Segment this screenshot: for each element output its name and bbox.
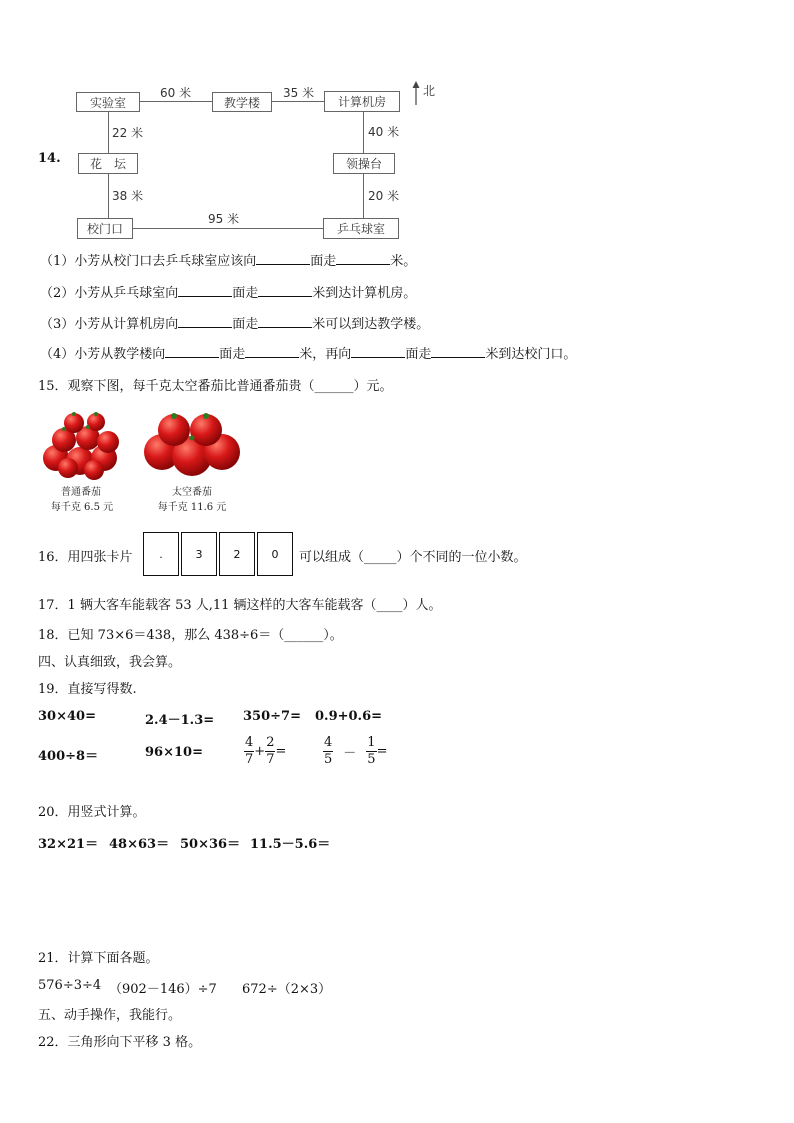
vertical-calc-item: 50×36＝ <box>180 837 241 852</box>
calc-item: 96×10= <box>145 745 203 760</box>
vertical-calc-item: 32×21＝ <box>38 837 99 852</box>
map-flower-bed: 花 坛 <box>78 153 138 174</box>
answer-blank[interactable] <box>245 345 299 358</box>
map-stage: 领操台 <box>333 153 395 174</box>
map-pingpong-room: 乒乓球室 <box>323 218 399 239</box>
space-tomato-image <box>140 408 244 478</box>
card-zero: 0 <box>257 532 293 576</box>
calc-item: 30×40= <box>38 709 96 724</box>
calc-item: 350÷7= <box>243 709 301 724</box>
question-16-suffix: 可以组成（_____）个不同的一位小数。 <box>299 550 527 565</box>
vertical-calc-item: 48×63＝ <box>109 837 170 852</box>
answer-blank[interactable] <box>178 284 232 297</box>
question-16-prefix: 16．用四张卡片 <box>38 550 133 565</box>
normal-tomato-image <box>40 408 122 480</box>
north-label: 北 <box>423 84 436 98</box>
fraction-difference: $\frac{4}{5}$ － $\frac{1}{5}$ = <box>324 735 388 767</box>
q14-sub2: （2）小芳从乒乓球室向 面走 米到达计算机房。 <box>40 286 417 301</box>
answer-blank[interactable] <box>351 345 405 358</box>
answer-blank[interactable] <box>256 252 310 265</box>
q14-sub3: （3）小芳从计算机房向 面走 米可以到达教学楼。 <box>40 317 430 332</box>
question-20: 20．用竖式计算。 <box>38 805 146 820</box>
answer-blank[interactable] <box>178 315 232 328</box>
question-22: 22．三角形向下平移 3 格。 <box>38 1035 202 1050</box>
distance-label: 22 米 <box>112 126 144 140</box>
card-three: 3 <box>181 532 217 576</box>
distance-label: 20 米 <box>368 189 400 203</box>
map-lab: 实验室 <box>76 92 140 112</box>
calc-item: 2.4－1.3= <box>145 713 215 728</box>
answer-blank[interactable] <box>165 345 219 358</box>
compute-item: 672÷（2×3） <box>242 982 332 997</box>
question-number-14: 14. <box>38 151 61 166</box>
compute-item: （902－146）÷7 <box>109 982 217 997</box>
distance-label: 95 米 <box>208 212 240 226</box>
section-five-heading: 五、动手操作，我能行。 <box>38 1008 182 1023</box>
north-arrow-icon <box>410 80 422 106</box>
map-school-gate: 校门口 <box>77 218 133 239</box>
space-tomato-price: 每千克 11.6 元 <box>157 502 227 513</box>
distance-label: 35 米 <box>283 86 315 100</box>
section-four-heading: 四、认真细致，我会算。 <box>38 655 182 670</box>
card-point: . <box>143 532 179 576</box>
normal-tomato-name: 普通番茄 <box>61 487 101 498</box>
question-17: 17．1 辆大客车能载客 53 人,11 辆这样的大客车能载客（____）人。 <box>38 598 442 613</box>
question-21: 21．计算下面各题。 <box>38 951 159 966</box>
card-two: 2 <box>219 532 255 576</box>
answer-blank[interactable] <box>258 315 312 328</box>
q14-sub1: （1）小芳从校门口去乒乓球室应该向 面走 米。 <box>40 254 417 269</box>
space-tomato-name: 太空番茄 <box>172 487 212 498</box>
answer-blank[interactable] <box>258 284 312 297</box>
calc-item: 0.9+0.6= <box>315 709 383 724</box>
answer-blank[interactable] <box>431 345 485 358</box>
distance-label: 40 米 <box>368 125 400 139</box>
compute-item: 576÷3÷4 <box>38 978 102 993</box>
question-15: 15．观察下图，每千克太空番茄比普通番茄贵（______）元。 <box>38 379 393 394</box>
answer-blank[interactable] <box>336 252 390 265</box>
question-19: 19．直接写得数. <box>38 682 137 697</box>
question-18: 18．已知 73×6＝438，那么 438÷6＝（______）。 <box>38 628 343 643</box>
normal-tomato-price: 每千克 6.5 元 <box>50 502 114 513</box>
map-computer-room: 计算机房 <box>324 91 400 112</box>
fraction-sum: $\frac{4}{7}$ + $\frac{2}{7}$ = <box>245 735 287 767</box>
distance-label: 60 米 <box>160 86 192 100</box>
distance-label: 38 米 <box>112 189 144 203</box>
vertical-calc-item: 11.5－5.6＝ <box>250 837 331 852</box>
map-teaching-building: 教学楼 <box>212 92 272 112</box>
q14-sub4: （4）小芳从教学楼向 面走 米，再向 面走 米到达校门口。 <box>40 347 577 362</box>
calc-item: 400÷8＝ <box>38 749 99 764</box>
